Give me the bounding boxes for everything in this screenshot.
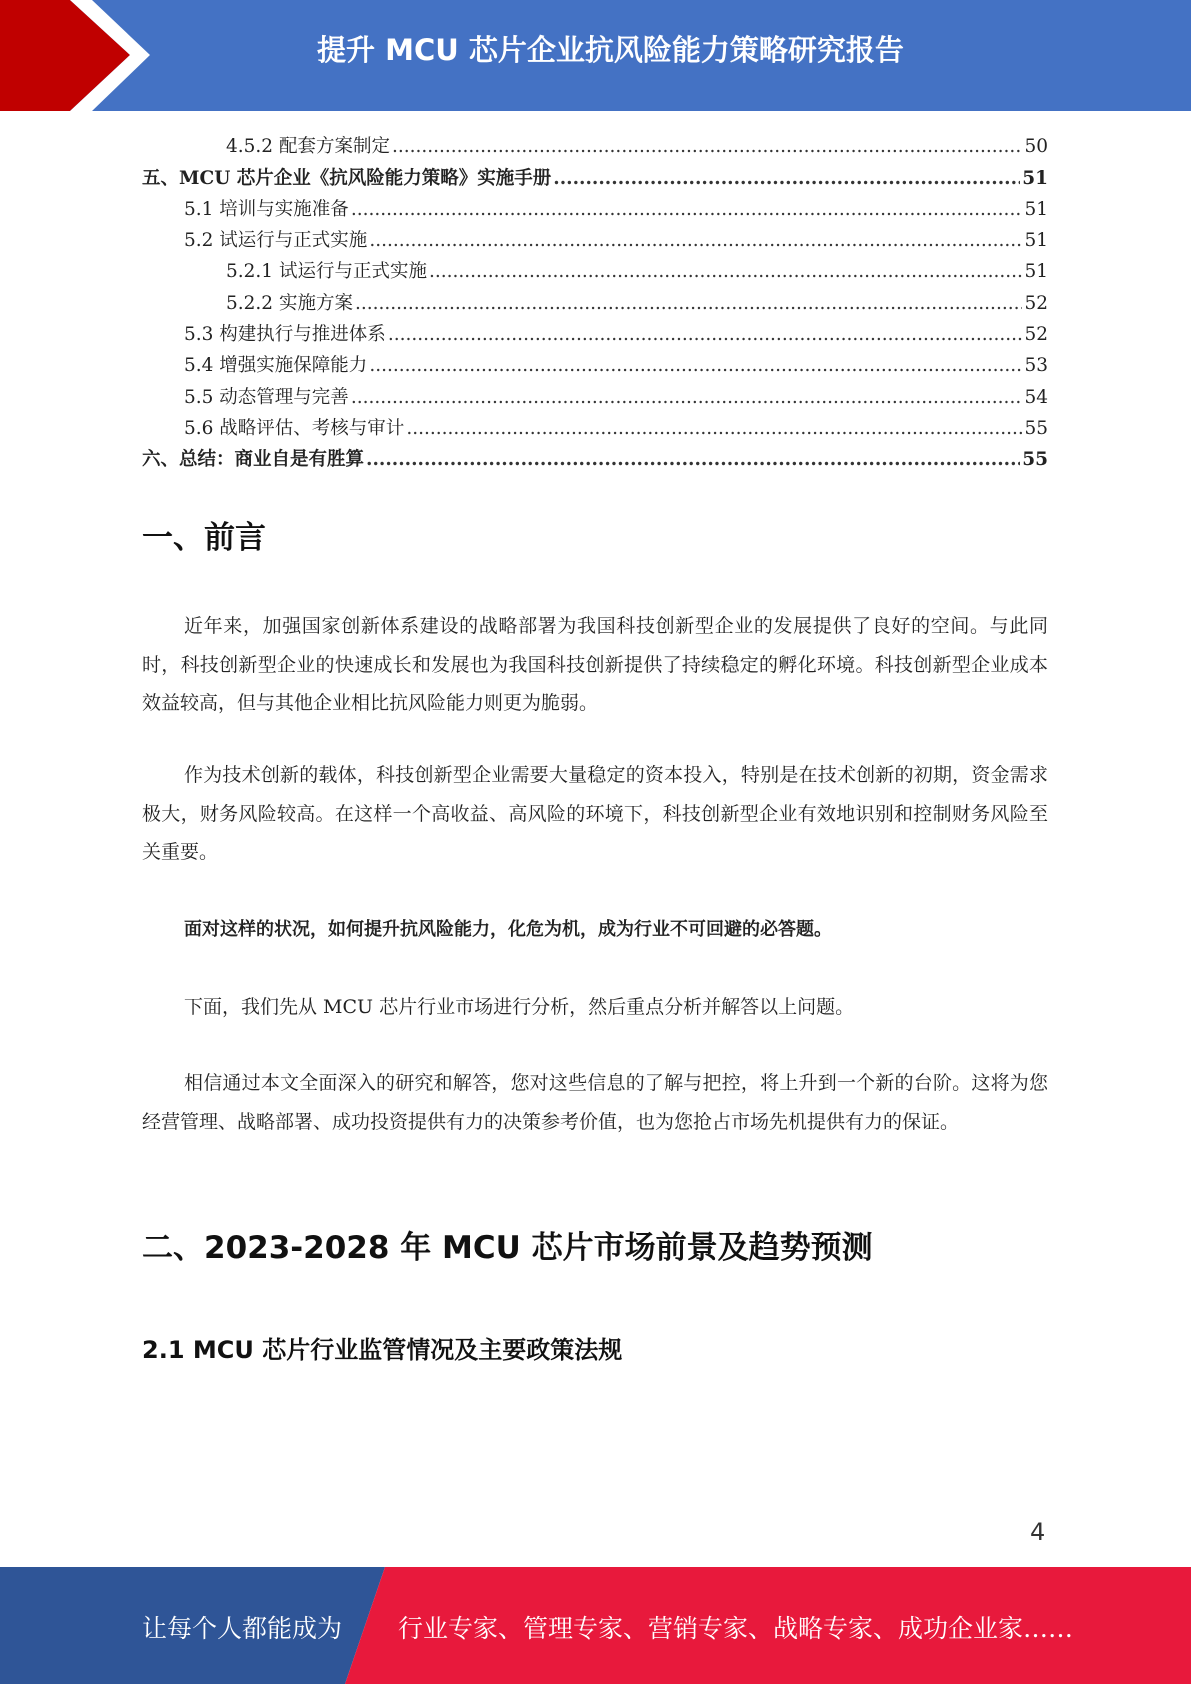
footer-slogan-left: 让每个人都能成为 (142, 1614, 343, 1643)
toc-entry[interactable] (142, 191, 1048, 222)
paragraph-emphasis: 面对这样的状况，如何提升抗风险能力，化危为机，成为行业不可回避的必答题。 (184, 919, 832, 940)
toc-entry[interactable] (142, 441, 1048, 472)
toc-entry-page: 51 (1024, 230, 1048, 252)
toc-entry-label: 5.2 试运行与正式实施 (184, 230, 368, 252)
toc-entry-label: 5.1 培训与实施准备 (184, 198, 349, 220)
toc-entry-page: 50 (1024, 136, 1048, 158)
toc-leader-dots (369, 229, 1022, 253)
toc-entry-label: 5.5 动态管理与完善 (184, 386, 349, 408)
table-of-contents (142, 128, 1048, 472)
toc-entry-page: 55 (1024, 417, 1048, 439)
toc-entry-page: 54 (1024, 386, 1048, 408)
toc-entry-page: 52 (1024, 292, 1048, 314)
toc-entry-page: 55 (1022, 449, 1048, 471)
toc-entry[interactable] (142, 316, 1048, 347)
toc-entry-label: 5.2.2 实施方案 (226, 292, 353, 314)
toc-leader-dots (392, 135, 1022, 159)
toc-entry-page: 53 (1024, 355, 1048, 377)
toc-entry[interactable] (142, 253, 1048, 284)
subsection-heading: 2.1 MCU 芯片行业监管情况及主要政策法规 (142, 1336, 623, 1364)
header-title: 提升 MCU 芯片企业抗风险能力策略研究报告 (317, 33, 904, 67)
toc-leader-dots (369, 354, 1022, 378)
toc-entry-label: 4.5.2 配套方案制定 (226, 136, 390, 158)
section-heading-market: 二、2023-2028 年 MCU 芯片市场前景及趋势预测 (142, 1230, 873, 1266)
toc-entry[interactable] (142, 128, 1048, 159)
toc-leader-dots (355, 292, 1023, 316)
paragraph: 作为技术创新的载体，科技创新型企业需要大量稳定的资本投入，特别是在技术创新的初期，资金需求极大，财务风险较高。在这样一个高收益、高风险的环境下，科技创新型企业有效地识别和控制财务风险至关重要。 (142, 764, 1048, 863)
toc-entry[interactable] (142, 222, 1048, 253)
toc-leader-dots (553, 167, 1020, 191)
page-header (0, 0, 1191, 111)
page-number: 4 (1030, 1518, 1046, 1546)
toc-entry[interactable] (142, 378, 1048, 409)
toc-entry-page: 51 (1024, 261, 1048, 283)
toc-leader-dots (351, 198, 1023, 222)
toc-entry-label: 5.3 构建执行与推进体系 (184, 324, 386, 346)
toc-leader-dots (406, 417, 1022, 441)
toc-entry-label: 五、MCU 芯片企业《抗风险能力策略》实施手册 (142, 167, 552, 189)
toc-leader-dots (388, 323, 1023, 347)
toc-entry-label: 六、总结：商业自是有胜算 (142, 449, 365, 471)
toc-entry[interactable] (142, 347, 1048, 378)
toc-entry-label: 5.6 战略评估、考核与审计 (184, 417, 405, 439)
toc-entry-page: 51 (1024, 198, 1048, 220)
toc-leader-dots (429, 260, 1022, 284)
toc-entry-label: 5.4 增强实施保障能力 (184, 355, 368, 377)
toc-entry[interactable] (142, 284, 1048, 315)
toc-entry-page: 52 (1024, 324, 1048, 346)
section-heading-preface: 一、前言 (142, 520, 266, 556)
toc-leader-dots (351, 386, 1023, 410)
footer-slogan-right: 行业专家、管理专家、营销专家、战略专家、成功企业家…… (398, 1614, 1074, 1643)
paragraph: 相信通过本文全面深入的研究和解答，您对这些信息的了解与把控，将上升到一个新的台阶。这将为您经营管理、战略部署、成功投资提供有力的决策参考价值，也为您抢占市场先机提供有力的保证。 (142, 1072, 1048, 1133)
toc-entry-page: 51 (1022, 167, 1048, 189)
page-footer (0, 1567, 1191, 1684)
paragraph: 下面，我们先从 MCU 芯片行业市场进行分析，然后重点分析并解答以上问题。 (184, 996, 855, 1018)
toc-leader-dots (366, 448, 1020, 472)
toc-entry[interactable] (142, 159, 1048, 190)
toc-entry-label: 5.2.1 试运行与正式实施 (226, 261, 427, 283)
paragraph: 近年来，加强国家创新体系建设的战略部署为我国科技创新型企业的发展提供了良好的空间。与此同时，科技创新型企业的快速成长和发展也为我国科技创新提供了持续稳定的孵化环境。科技创新型企业成本效益较高，但与其他企业相比抗风险能力则更为脆弱。 (142, 615, 1048, 714)
toc-entry[interactable] (142, 410, 1048, 441)
